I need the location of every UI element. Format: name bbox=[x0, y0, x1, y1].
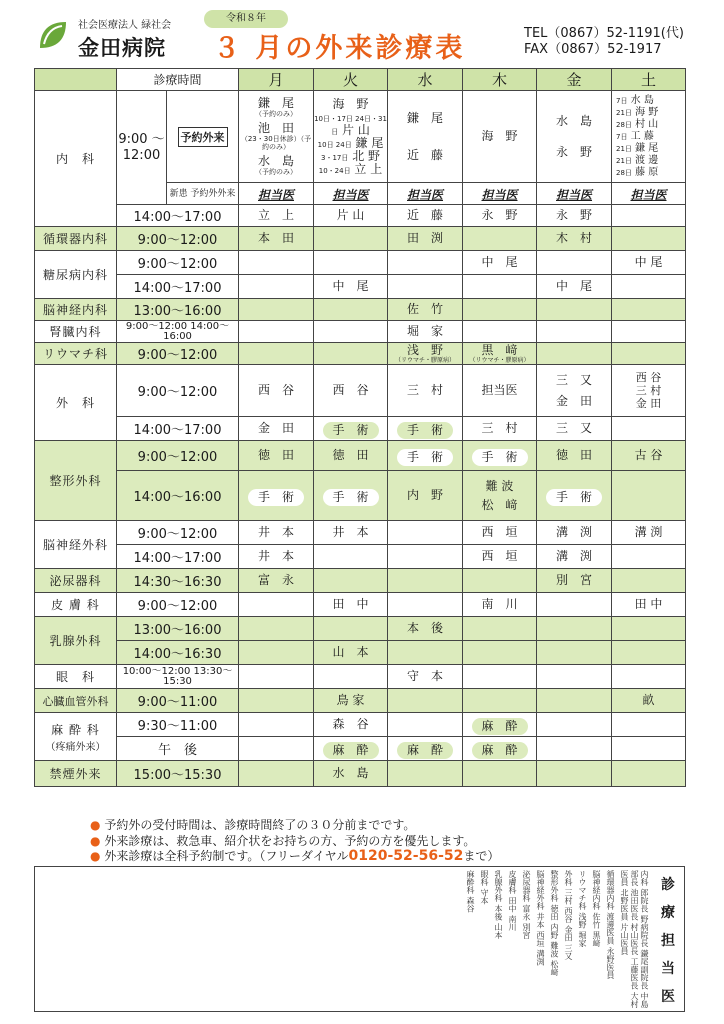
doctor: 井 本 bbox=[239, 545, 314, 569]
doctor: 三 村 bbox=[388, 365, 463, 417]
doctor: 近 藤 bbox=[407, 147, 444, 162]
doctor: 徳 田 bbox=[314, 441, 388, 471]
dept-naika: 内 科 bbox=[35, 91, 117, 227]
staff-column: 皮膚科 田中 南川 bbox=[508, 870, 517, 932]
doctor: 中 尾 bbox=[612, 251, 686, 275]
shinkan-label: 新患 予約外外来 bbox=[167, 183, 239, 205]
doctor: 溝 渕 bbox=[537, 545, 612, 569]
dept-junkanki: 循環器内科 bbox=[35, 227, 117, 251]
seikei-thu-pm: 難 波 松 﨑 bbox=[463, 471, 537, 521]
doctor: 立 上 bbox=[354, 161, 383, 176]
doctor: 守 本 bbox=[388, 665, 463, 689]
naika-am-time: 9:00 ～ 12:00 bbox=[117, 91, 167, 205]
dept-shinzo: 心臓血管外科 bbox=[35, 689, 117, 713]
doctor: 村 山 bbox=[635, 118, 659, 130]
day-sat: 土 bbox=[612, 69, 686, 91]
anesthesia-pill: 麻 酔 bbox=[472, 718, 528, 735]
dept-hifu: 皮 膚 科 bbox=[35, 593, 117, 617]
doctor: 徳 田 bbox=[537, 441, 612, 471]
dept-masui: 麻 酔 科 （疼痛外来） bbox=[35, 713, 117, 761]
staff-column: 脳神経外科 井本 西垣 溝渕 bbox=[536, 870, 545, 966]
doctor: 畝 bbox=[612, 689, 686, 713]
doctor: 永 野 bbox=[556, 144, 593, 159]
doctor: 中 尾 bbox=[463, 251, 537, 275]
dept-kinen: 禁煙外来 bbox=[35, 761, 117, 787]
contact-info bbox=[524, 26, 684, 58]
staff-column: 外科 三村 西谷 金田 三又 bbox=[564, 870, 573, 961]
anesthesia-pill: 麻 酔 bbox=[323, 742, 379, 759]
doctor: 田 中 bbox=[612, 593, 686, 617]
surgery-pill: 手 術 bbox=[472, 449, 528, 466]
naika-yoyaku-cell bbox=[167, 91, 239, 183]
doctor: 立 上 bbox=[239, 205, 314, 227]
staff-column: リウマチ科 浅野 堀家 bbox=[578, 870, 587, 948]
naika-tue: 海 野 10日・17日 24日・31日 片 山 10日 24日 鎌 尾 3・17日 北 野 10・24日 立 上 bbox=[314, 91, 388, 183]
doctor: 藤 原 bbox=[635, 166, 659, 178]
doctor: 溝 渕 bbox=[612, 521, 686, 545]
doctor: 永 野 bbox=[463, 205, 537, 227]
bullet-icon: ● bbox=[90, 849, 101, 863]
naika-wed bbox=[388, 91, 463, 183]
doctor: 木 村 bbox=[537, 227, 612, 251]
surgery-pill: 手 術 bbox=[323, 489, 379, 506]
notes bbox=[90, 818, 499, 865]
dept-jinzo: 腎臓内科 bbox=[35, 321, 117, 343]
doctor: 海 野 bbox=[635, 106, 659, 118]
doctor: 北 野 bbox=[352, 148, 381, 163]
doctor: 佐 竹 bbox=[388, 299, 463, 321]
doctor: 水 島 bbox=[556, 113, 593, 128]
doctor: 中 尾 bbox=[537, 275, 612, 299]
doctor: 西 谷 bbox=[314, 365, 388, 417]
doctor: 井 本 bbox=[314, 521, 388, 545]
time-header: 診療時間 bbox=[117, 69, 239, 91]
note-item: ● 予約外の受付時間は、診療時間終了の３０分前までです。 bbox=[90, 818, 416, 832]
doctor: 本 後 bbox=[388, 617, 463, 641]
staff-column: 泌尿器科 富永 別宮 bbox=[522, 870, 531, 940]
doctor: 鎌 尾 bbox=[355, 135, 384, 150]
staff-column: 脳神経内科 佐竹 黒﨑 bbox=[592, 870, 601, 948]
tanto-tue: 担当医 bbox=[314, 183, 388, 205]
doctor: 山 本 bbox=[314, 641, 388, 665]
doctor: 堀 家 bbox=[388, 321, 463, 343]
day-tue: 火 bbox=[314, 69, 388, 91]
bullet-icon: ● bbox=[90, 833, 101, 848]
naika-sat: 7日 水 島 21日 海 野 28日 村 山 7日 工 藤 21日 鎌 尾 21日 渡 邊 28日 藤 原 bbox=[612, 91, 686, 183]
free-dial-number: 0120-52-56-52 bbox=[348, 848, 464, 864]
geka-sat: 西 谷 三 村 金 田 bbox=[612, 365, 686, 417]
surgery-pill: 手 術 bbox=[397, 449, 453, 466]
doctor: 近 藤 bbox=[388, 205, 463, 227]
staff-column: 麻酔科 森谷 bbox=[466, 870, 475, 913]
day-thu: 木 bbox=[463, 69, 537, 91]
tel-number: TEL（0867）52-1191(代) bbox=[524, 26, 684, 41]
doctor: 徳 田 bbox=[239, 441, 314, 471]
day-fri: 金 bbox=[537, 69, 612, 91]
doctor: 西 谷 bbox=[239, 365, 314, 417]
surgery-pill: 手 術 bbox=[323, 422, 379, 439]
surgery-pill: 手 術 bbox=[248, 489, 304, 506]
naika-fri bbox=[537, 91, 612, 183]
doctor: 三 又 bbox=[537, 417, 612, 441]
doctor: 金 田 bbox=[239, 417, 314, 441]
staff-column: 内科 郎院長 野病院長 鎌尾副院長 中島部長 池田医長 村山医長 工藤医長 大村医員 北野医員 片山医員 bbox=[620, 870, 649, 1009]
doctor: 黒 﨑 （リウマチ・膠原病） bbox=[463, 343, 537, 365]
doctor: 別 宮 bbox=[537, 569, 612, 593]
doctor: 浅 野 （リウマチ・膠原病） bbox=[388, 343, 463, 365]
doctor: 水 島 bbox=[258, 154, 295, 168]
doctor: 田 渕 bbox=[388, 227, 463, 251]
naika-pm-time: 14:00～17:00 bbox=[117, 205, 239, 227]
surgery-pill: 手 術 bbox=[397, 422, 453, 439]
anesthesia-pill: 麻 酔 bbox=[472, 742, 528, 759]
doctor: 鎌 尾 bbox=[258, 96, 295, 110]
dept-noshinkei-geka: 脳神経外科 bbox=[35, 521, 117, 569]
doctor: 片 山 bbox=[342, 122, 370, 137]
naika-thu bbox=[463, 91, 537, 183]
staff-column: 眼科 守本 bbox=[480, 870, 489, 905]
anesthesia-pill: 麻 酔 bbox=[397, 742, 453, 759]
doctor: 古 谷 bbox=[612, 441, 686, 471]
staff-columns bbox=[39, 870, 649, 1010]
doctor: 森 谷 bbox=[314, 713, 388, 737]
hospital-logo bbox=[32, 14, 202, 62]
tanto-sat: 担当医 bbox=[612, 183, 686, 205]
doctor: 本 田 bbox=[239, 227, 314, 251]
doctor: 海 野 bbox=[332, 96, 369, 111]
note-item: ● 外来診療は、救急車、紹介状をお持ちの方、予約の方を優先します。 bbox=[90, 833, 476, 848]
dept-tonyo: 糖尿病内科 bbox=[35, 251, 117, 299]
doctor: 西 垣 bbox=[463, 521, 537, 545]
note-item: ● 外来診療は全科予約制です。（フリーダイヤル0120-52-56-52まで） bbox=[90, 848, 500, 864]
tanto-thu: 担当医 bbox=[463, 183, 537, 205]
fax-number: FAX（0867）52-1917 bbox=[524, 42, 662, 57]
doctor: 富 永 bbox=[239, 569, 314, 593]
doctor: 海 野 bbox=[481, 129, 518, 143]
doctor: 田 中 bbox=[314, 593, 388, 617]
naika-mon: 鎌 尾 （予約のみ） 池 田 （23・30日休診）（予約のみ） 水 島 （予約のみ） bbox=[239, 91, 314, 183]
doctor: 三 村 bbox=[463, 417, 537, 441]
dept-ryumachi: リウマチ科 bbox=[35, 343, 117, 365]
staff-column: 循環器内科 渡邊医員 永野医員 bbox=[606, 870, 615, 980]
hospital-logo-icon bbox=[36, 18, 70, 52]
doctor: 溝 渕 bbox=[537, 521, 612, 545]
geka-fri: 三 又 金 田 bbox=[537, 365, 612, 417]
era-badge: 令和８年 bbox=[204, 10, 288, 28]
schedule-table: 診療時間 月 火 水 木 金 土 内 科 9:00 ～ 12:00 予約外来 鎌 尾 （予約のみ） 池 田 （23・30日休診）（予約のみ） 水 島 （予約のみ） 海 野 10日・17日 24日・31日 片 山 10日 24日 鎌 尾 3・17日 北 野 10・24日 立 上 鎌 尾 近 藤 海 野 水 島 永 野 7日 水 島 21日 海 野 28日 村 山 7日 工 藤 21日 鎌 尾 21日 渡 邊 28日 藤 原 新患 予約外外来 担当医 担当医 担当医 担当医 担当医 担当医 14:00～17:00 立 上 片 山 近 藤 永 野 永 野 循環器内科 9:00～12:00 本 田 田 渕 木 村 糖尿病内科 9:00～12:00 中 尾 中 尾 14:00～17:00 中 尾 中 尾 脳神経内科 13:00～16:00 佐 竹 腎臓内科 9:00～12:00 14:00～16:00 堀 家 リウマチ科 9:00～12:00 浅 野 （リウマチ・膠原病） 黒 﨑 （リウマチ・膠原病） 外 科 9:00～12:00 西 谷 西 谷 三 村 担当医 三 又 金 田 西 谷 三 村 金 田 14:00～17:00 金 田 手 術 手 術 三 村 三 又 整形外科 9:00～12:00 徳 田 徳 田 手 術 手 術 徳 田 古 谷 14:00～16:00 手 術 手 術 内 野 難 波 松 﨑 手 術 脳神経外科 9:00～12:00 井 本 井 本 西 垣 溝 渕 溝 渕 14:00～17:00 井 本 西 垣 溝 渕 泌尿器科 14:30～16:30 富 永 別 宮 皮 膚 科 9:00～12:00 田 中 南 川 田 中 乳腺外科 13:00～16:00 本 後 14:00～16:30 山 本 眼 科 10:00～12:00 13:30～15:30 守 本 心臓血管外科 9:00～11:00 鳥 家 畝 麻 酔 科 （疼痛外来） 9:30～11:00 森 谷 麻 酔 午 後 麻 酔 麻 酔 麻 酔 禁煙外来 15:00～15:30 水 島 bbox=[34, 68, 686, 787]
dept-noshinkei-naika: 脳神経内科 bbox=[35, 299, 117, 321]
doctor: 片 山 bbox=[314, 205, 388, 227]
doctor: 鎌 尾 bbox=[407, 110, 444, 125]
day-wed: 水 bbox=[388, 69, 463, 91]
doctor: 池 田 bbox=[258, 121, 295, 135]
doctor: 鎌 尾 bbox=[635, 142, 659, 154]
dept-ganka: 眼 科 bbox=[35, 665, 117, 689]
yoyaku-gai-label: 予約外来 bbox=[178, 127, 228, 147]
bullet-icon: ● bbox=[90, 818, 101, 832]
doctor: 鳥 家 bbox=[314, 689, 388, 713]
dept-geka: 外 科 bbox=[35, 365, 117, 441]
staff-column: 整形外科 徳田 内野 難波 松﨑 bbox=[550, 870, 559, 977]
doctor: 南 川 bbox=[463, 593, 537, 617]
staff-heading: 診療担当医 bbox=[661, 877, 675, 1005]
dept-nyusen: 乳腺外科 bbox=[35, 617, 117, 665]
staff-list bbox=[34, 866, 685, 1012]
staff-column: 乳腺外科 本後 山本 bbox=[494, 870, 503, 940]
tanto-wed: 担当医 bbox=[388, 183, 463, 205]
day-mon: 月 bbox=[239, 69, 314, 91]
tanto-mon: 担当医 bbox=[239, 183, 314, 205]
doctor: 渡 邊 bbox=[635, 154, 659, 166]
hospital-name: 金田病院 bbox=[78, 36, 166, 60]
doctor: 永 野 bbox=[537, 205, 612, 227]
surgery-pill: 手 術 bbox=[546, 489, 602, 506]
doctor: 担当医 bbox=[463, 365, 537, 417]
doctor: 中 尾 bbox=[314, 275, 388, 299]
doctor: 工 藤 bbox=[630, 130, 654, 142]
dept-seikei: 整形外科 bbox=[35, 441, 117, 521]
tanto-fri: 担当医 bbox=[537, 183, 612, 205]
doctor: 西 垣 bbox=[463, 545, 537, 569]
page-title: ３ 月の外来診療表 bbox=[213, 33, 466, 64]
doctor: 水 島 bbox=[314, 761, 388, 787]
org-name: 社会医療法人 緑社会 bbox=[78, 20, 172, 31]
doctor: 内 野 bbox=[388, 471, 463, 521]
dept-hinyo: 泌尿器科 bbox=[35, 569, 117, 593]
doctor: 井 本 bbox=[239, 521, 314, 545]
doctor: 水 島 bbox=[630, 94, 654, 106]
